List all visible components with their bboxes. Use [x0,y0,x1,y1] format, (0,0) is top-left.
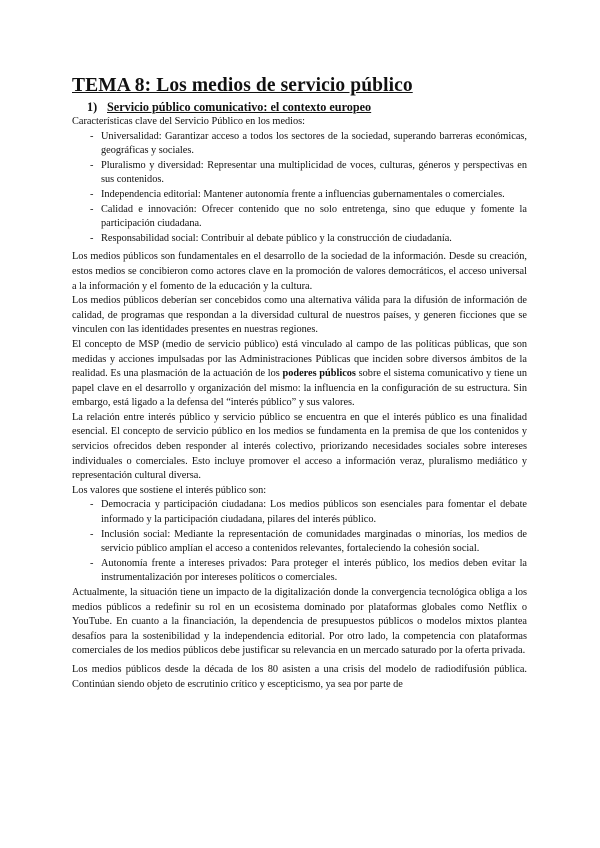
values-list [72,498,527,586]
paragraph: Los medios públicos son fundamentales en el desarrollo de la sociedad de la información. Desde su creación, estos medios se concibieron como actores clave en la promoción de valores democráticos, el acceso universal a la información y el fomento de la educación y la cultura. [72,251,527,292]
list-item: - Independencia editorial: Mantener autonomía frente a influencias gubernamentales o comerciales. [72,188,527,203]
list-item: - Pluralismo y diversidad: Representar una multiplicidad de voces, culturas, géneros y perspectivas en sus contenidos. [72,159,527,188]
list-item: - Inclusión social: Mediante la representación de comunidades marginadas o minorías, los medios de servicio público amplían el acceso a contenidos relevantes, fortaleciendo la cohesión social. [72,528,527,557]
paragraph-text: sobre el sistema comunicativo y tiene un papel clave en el desarrollo y organización del mismo: la influencia en la configuración de su estructura. Sin embargo, está ligado a la defensa del “interés público” y sus valores. [72,368,527,409]
list-item: - Universalidad: Garantizar acceso a todos los sectores de la sociedad, superando barreras económicas, geográficas y sociales. [72,130,527,159]
paragraph: Los medios públicos desde la década de los 80 asisten a una crisis del modelo de radiodifusión pública. Continúan siendo objeto de escrutinio crítico y escepticismo, ya sea por parte de [72,663,527,690]
page-title: TEMA 8: Los medios de servicio público [72,75,413,96]
list-item: - Autonomía frente a intereses privados: Para proteger el interés público, los medios deben evitar la instrumentalización por intereses políticos o comerciales. [72,557,527,586]
key-features-list [72,130,527,247]
list-item: - Calidad e innovación: Ofrecer contenido que no solo entretenga, sino que eduque y fomente la participación ciudadana. [72,203,527,232]
paragraph: Los medios públicos deberían ser concebidos como una alternativa válida para la difusión de información de calidad, de programas que respondan a la diversidad cultural de nuestros países, y generen ficciones que se vinculen con las identidades presentes en nuestras regiones. [72,295,527,336]
values-intro: Los valores que sostiene el interés público son: [72,484,267,496]
section-number: 1) [87,100,98,114]
section-heading [87,100,527,115]
features-intro: Características clave del Servicio Público en los medios: [72,116,306,127]
document-page [72,74,527,692]
paragraph [72,338,527,411]
section-title: Servicio público comunicativo: el contexto europeo [107,100,372,114]
paragraph: Actualmente, la situación tiene un impacto de la digitalización donde la convergencia tecnológica obliga a los medios públicos a redefinir su rol en un ecosistema dominado por plataformas globales como Netflix o YouTube. En cuanto a la financiación, la dependencia de presupuestos públicos o modelos mixtos plantea desafíos para la sostenibilidad y la independencia editorial. Por otro lado, la competencia con plataformas comerciales de los medios públicos debe justificar su relevancia en un mercado saturado por la oferta privada. [72,587,527,657]
paragraph-text: El concepto de MSP (medio de servicio público) está vinculado al campo de las políticas públicas, que son medidas y acciones impulsadas por las Administraciones Públicas que inciden sobre diversos ámbitos de la realidad. Es una plasmación de la actuación de los [72,338,527,380]
list-item: - Responsabilidad social: Contribuir al debate público y la construcción de ciudadanía. [72,232,527,247]
bold-term: poderes públicos [282,368,356,380]
paragraph: La relación entre interés público y servicio público se encuentra en que el interés público es una finalidad esencial. El concepto de servicio público en los medios se fundamenta en la premisa de que los contenidos y servicios ofrecidos deben responder al interés colectivo, priorizando necesidades sociales sobre intereses individuales o comerciales. Esto incluye promover el acceso a información veraz, pluralismo mediático y representación cultural diversa. [72,411,527,482]
list-item: - Democracia y participación ciudadana: Los medios públicos son esenciales para fomentar el debate informado y la participación ciudadana, pilares del interés público. [72,498,527,527]
